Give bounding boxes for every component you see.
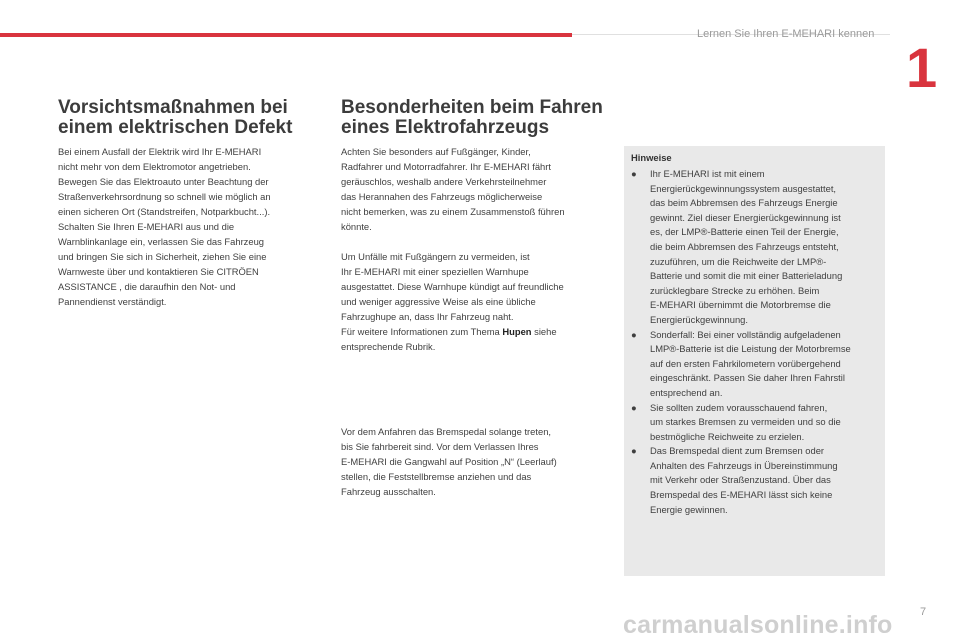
body-line: ASSISTANCE , die daraufhin den Not- und <box>58 281 236 292</box>
body-line: Vor dem Anfahren das Bremspedal solange treten, <box>341 426 552 437</box>
note-line: Bremspedal des E-MEHARI lässt sich keine <box>650 489 833 501</box>
list-item <box>631 328 851 401</box>
note-line: eingeschränkt. Passen Sie daher Ihren Fahrstil <box>650 372 845 384</box>
note-line: entsprechend an. <box>650 386 723 398</box>
body-line: nicht mehr von dem Elektromotor angetrieben. <box>58 161 251 172</box>
body-line: Warnweste über und kontaktieren Sie CITRÖEN <box>58 266 259 277</box>
note-line: um starkes Bremsen zu vermeiden und so die <box>650 416 841 428</box>
body-line: einen sicheren Ort (Standstreifen, Notparkbucht...). <box>58 206 271 217</box>
note-line: auf den ersten Fahrkilometern vorübergehend <box>650 357 841 369</box>
note-line: Batterie und somit die mit einer Batterieladung <box>650 270 843 282</box>
body-line: geräuschlos, weshalb andere Verkehrsteilnehmer <box>341 176 547 187</box>
body-line: bis Sie fahrbereit sind. Vor dem Verlassen Ihres <box>341 441 539 452</box>
body-line: Ihr E-MEHARI mit einer speziellen Warnhupe <box>341 266 529 277</box>
body-line: Warnblinkanlage ein, verlassen Sie das Fahrzeug <box>58 236 265 247</box>
middle-paragraph-3 <box>341 424 557 499</box>
header-accent-bar <box>0 33 572 37</box>
body-line: entsprechende Rubrik. <box>341 341 436 352</box>
note-line: E-MEHARI übernimmt die Motorbremse die <box>650 299 831 311</box>
note-line: Energie gewinnen. <box>650 503 728 515</box>
body-line: Straßenverkehrsordnung so schnell wie möglich an <box>58 191 271 202</box>
note-line: es, der LMP®-Batterie einen Teil der Energie, <box>650 226 839 238</box>
list-item <box>631 167 851 328</box>
note-line: mit Verkehr oder Straßenzustand. Über das <box>650 474 831 486</box>
note-line: Anhalten des Fahrzeugs in Übereinstimmung <box>650 459 838 471</box>
note-line: Ihr E-MEHARI ist mit einem <box>650 168 765 179</box>
body-line: Um Unfälle mit Fußgängern zu vermeiden, ist <box>341 251 530 262</box>
note-line: bestmögliche Reichweite zu erzielen. <box>650 430 805 442</box>
note-line: die beim Abbremsen des Fahrzeugs entsteht, <box>650 240 839 252</box>
body-line: und weniger aggressive Weise als eine übliche <box>341 296 536 307</box>
note-line: LMP®-Batterie ist die Leistung der Motorbremse <box>650 343 851 355</box>
page-number: 7 <box>920 606 927 618</box>
bullet-icon: ● <box>631 328 637 340</box>
note-line: Sie sollten zudem vorausschauend fahren, <box>650 401 828 413</box>
body-line: Achten Sie besonders auf Fußgänger, Kinder, <box>341 146 531 157</box>
note-line: Energierückgewinnungssystem ausgestattet, <box>650 182 837 194</box>
title-line: Vorsichtsmaßnahmen bei <box>58 97 288 118</box>
title-line: eines Elektrofahrzeugs <box>341 117 550 138</box>
middle-section-title <box>341 98 603 138</box>
body-line: Fahrzeug ausschalten. <box>341 486 436 497</box>
notes-title: Hinweise <box>631 152 672 163</box>
cross-reference-text: Für weitere Informationen zum Thema <box>341 326 503 337</box>
body-line: E-MEHARI die Gangwahl auf Position „N“ (Leerlauf) <box>341 456 557 467</box>
middle-paragraph-2 <box>341 249 564 354</box>
body-line: könnte. <box>341 221 372 232</box>
note-line: Energierückgewinnung. <box>650 313 748 325</box>
body-line: und bringen Sie sich in Sicherheit, ziehen Sie eine <box>58 251 267 262</box>
note-line: zurücklegbare Strecke zu erhöhen. Beim <box>650 284 820 296</box>
bullet-icon: ● <box>631 401 637 413</box>
note-line: zuzuführen, um die Reichweite der LMP®- <box>650 255 827 267</box>
body-line: stellen, die Feststellbremse anziehen und das <box>341 471 532 482</box>
list-item <box>631 401 851 445</box>
note-line: das beim Abbremsen des Fahrzeugs Energie <box>650 197 838 209</box>
cross-reference-text: siehe <box>531 326 557 337</box>
middle-paragraph-1 <box>341 144 565 234</box>
note-line: gewinnt. Ziel dieser Energierückgewinnung ist <box>650 211 841 223</box>
cross-reference-topic[interactable]: Hupen <box>502 326 532 337</box>
note-line: Das Bremspedal dient zum Bremsen oder <box>650 445 825 457</box>
left-section-title <box>58 98 292 138</box>
body-line: Pannendienst verständigt. <box>58 296 167 307</box>
body-line: Bewegen Sie das Elektroauto unter Beachtung der <box>58 176 269 187</box>
title-line: Besonderheiten beim Fahren <box>341 97 603 118</box>
list-item <box>631 444 851 517</box>
bullet-icon: ● <box>631 168 637 179</box>
watermark: carmanualsonline.info <box>623 611 893 639</box>
title-line: einem elektrischen Defekt <box>58 117 293 138</box>
chapter-number: 1 <box>906 36 938 99</box>
body-line: Radfahrer und Motorradfahrer. Ihr E-MEHARI fährt <box>341 161 551 172</box>
running-header: Lernen Sie Ihren E-MEHARI kennen <box>697 28 875 40</box>
body-line: ausgestattet. Diese Warnhupe kündigt auf freundliche <box>341 281 564 292</box>
note-line: Sonderfall: Bei einer vollständig aufgeladenen <box>650 328 841 340</box>
cross-reference <box>341 324 564 339</box>
bullet-icon: ● <box>631 445 637 457</box>
body-line: das Herannahen des Fahrzeugs möglicherweise <box>341 191 543 202</box>
notes-list <box>631 167 851 517</box>
left-section-body <box>58 144 271 309</box>
body-line: Bei einem Ausfall der Elektrik wird Ihr E-MEHARI <box>58 146 262 157</box>
body-line: Fahrzughupe an, dass Ihr Fahrzeug naht. <box>341 311 514 322</box>
body-line: nicht bemerken, was zu einem Zusammenstoß führen <box>341 206 565 217</box>
body-line: Schalten Sie Ihren E-MEHARI aus und die <box>58 221 235 232</box>
notes-box <box>624 146 885 576</box>
